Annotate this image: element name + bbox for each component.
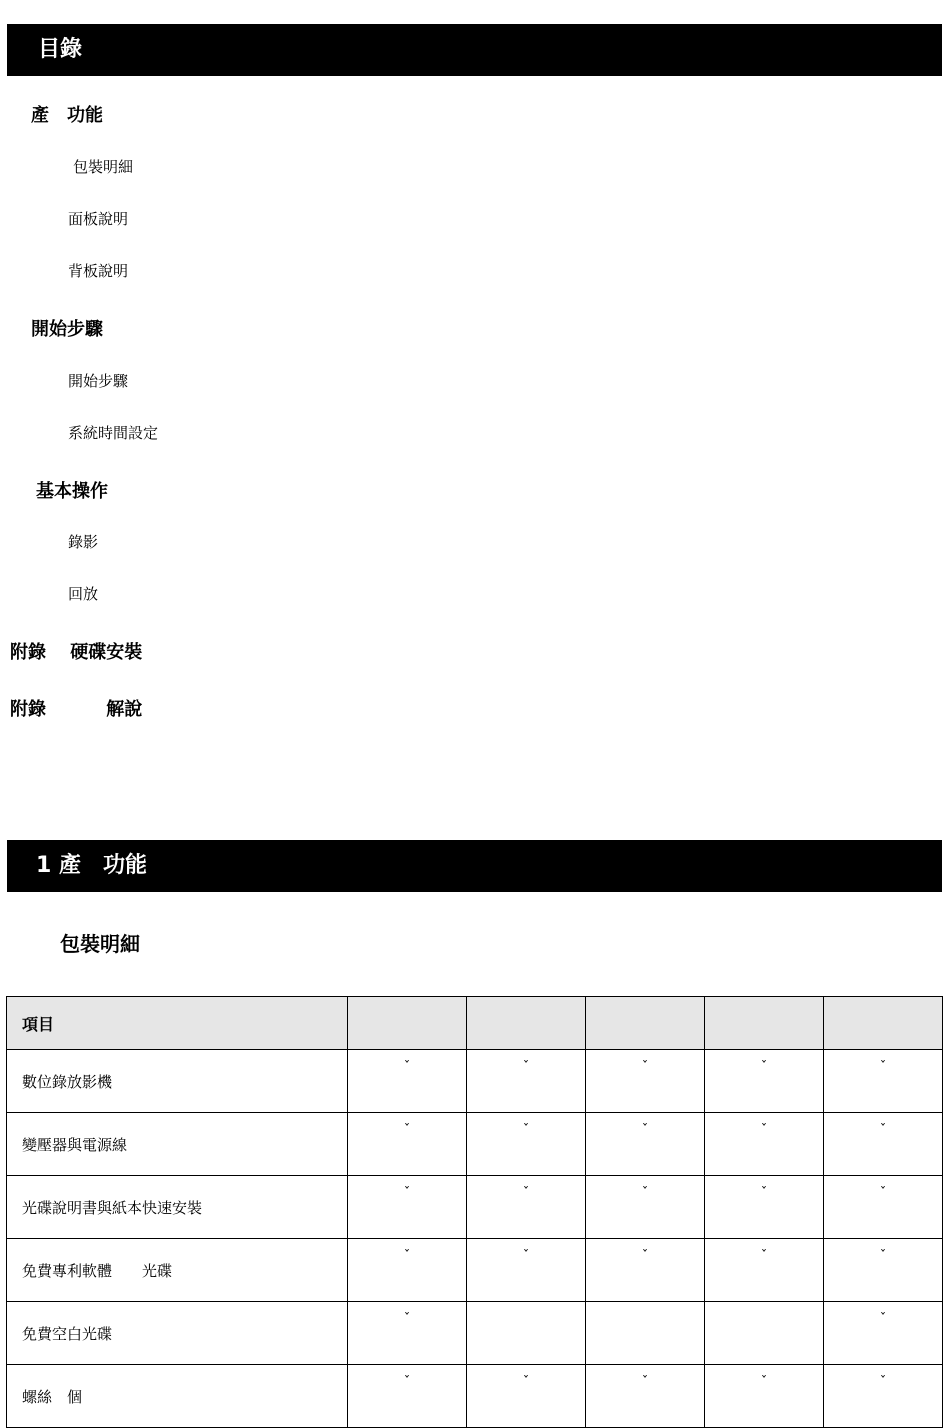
table-header-cell xyxy=(467,997,586,1050)
check-mark: ˇ xyxy=(348,1113,467,1176)
toc-item-system-time[interactable]: 系統時間設定 xyxy=(68,424,159,442)
toc-item-playback[interactable]: 回放 xyxy=(68,585,99,603)
toc-item-recording[interactable]: 錄影 xyxy=(68,533,99,551)
check-mark xyxy=(586,1302,705,1365)
check-mark: ˇ xyxy=(824,1239,943,1302)
check-mark: ˇ xyxy=(586,1239,705,1302)
check-mark: ˇ xyxy=(348,1239,467,1302)
check-mark: ˇ xyxy=(824,1113,943,1176)
check-mark: ˇ xyxy=(705,1113,824,1176)
toc-item-package-contents[interactable]: 包裝明細 xyxy=(73,158,134,176)
table-row xyxy=(7,1239,943,1302)
check-mark: ˇ xyxy=(348,1365,467,1428)
check-mark xyxy=(467,1302,586,1365)
check-mark: ˇ xyxy=(348,1176,467,1239)
table-cell-item: 螺絲 個 xyxy=(7,1365,348,1428)
table-cell-item: 免費專利軟體 光碟 xyxy=(7,1239,348,1302)
chapter-title: 1 產 功能 xyxy=(36,853,147,878)
table-row xyxy=(7,1176,943,1239)
check-mark: ˇ xyxy=(705,1050,824,1113)
table-header-cell xyxy=(586,997,705,1050)
check-mark: ˇ xyxy=(586,1365,705,1428)
check-mark: ˇ xyxy=(705,1239,824,1302)
check-mark: ˇ xyxy=(705,1365,824,1428)
check-mark: ˇ xyxy=(824,1176,943,1239)
table-header-cell xyxy=(348,997,467,1050)
check-mark: ˇ xyxy=(586,1050,705,1113)
toc-item-product-features[interactable]: 產 功能 xyxy=(31,105,103,126)
check-mark: ˇ xyxy=(705,1176,824,1239)
check-mark: ˇ xyxy=(824,1050,943,1113)
toc-item-getting-started[interactable]: 開始步驟 xyxy=(31,319,103,340)
table-cell-item: 變壓器與電源線 xyxy=(7,1113,348,1176)
table-row xyxy=(7,1113,943,1176)
section-heading: 包裝明細 xyxy=(60,932,140,956)
toc-item-appendix-hdd[interactable]: 附錄 硬碟安裝 xyxy=(10,642,143,663)
table-header-item: 項目 xyxy=(7,997,348,1050)
toc-item-basic-operation[interactable]: 基本操作 xyxy=(36,481,108,502)
check-mark: ˇ xyxy=(467,1365,586,1428)
toc-title: 目錄 xyxy=(38,37,83,62)
table-header-cell xyxy=(824,997,943,1050)
check-mark: ˇ xyxy=(586,1113,705,1176)
check-mark: ˇ xyxy=(467,1176,586,1239)
check-mark: ˇ xyxy=(467,1050,586,1113)
toc-item-appendix-explain[interactable]: 附錄 解說 xyxy=(10,699,143,720)
check-mark: ˇ xyxy=(467,1239,586,1302)
table-cell-item: 數位錄放影機 xyxy=(7,1050,348,1113)
check-mark: ˇ xyxy=(824,1365,943,1428)
check-mark: ˇ xyxy=(348,1050,467,1113)
check-mark: ˇ xyxy=(586,1176,705,1239)
toc-item-getting-started-sub[interactable]: 開始步驟 xyxy=(68,372,129,390)
table-header-cell xyxy=(705,997,824,1050)
table-row xyxy=(7,1302,943,1365)
package-table xyxy=(6,996,943,1428)
chapter-header-bar xyxy=(7,840,942,892)
toc-item-rear-panel[interactable]: 背板說明 xyxy=(68,262,129,280)
table-header-row xyxy=(7,997,943,1050)
check-mark xyxy=(705,1302,824,1365)
toc-header-bar xyxy=(7,24,942,76)
table-cell-item: 光碟說明書與紙本快速安裝 xyxy=(7,1176,348,1239)
toc-item-front-panel[interactable]: 面板說明 xyxy=(68,210,129,228)
check-mark: ˇ xyxy=(824,1302,943,1365)
table-row xyxy=(7,1050,943,1113)
table-row xyxy=(7,1365,943,1428)
check-mark: ˇ xyxy=(467,1113,586,1176)
check-mark: ˇ xyxy=(348,1302,467,1365)
table-cell-item: 免費空白光碟 xyxy=(7,1302,348,1365)
